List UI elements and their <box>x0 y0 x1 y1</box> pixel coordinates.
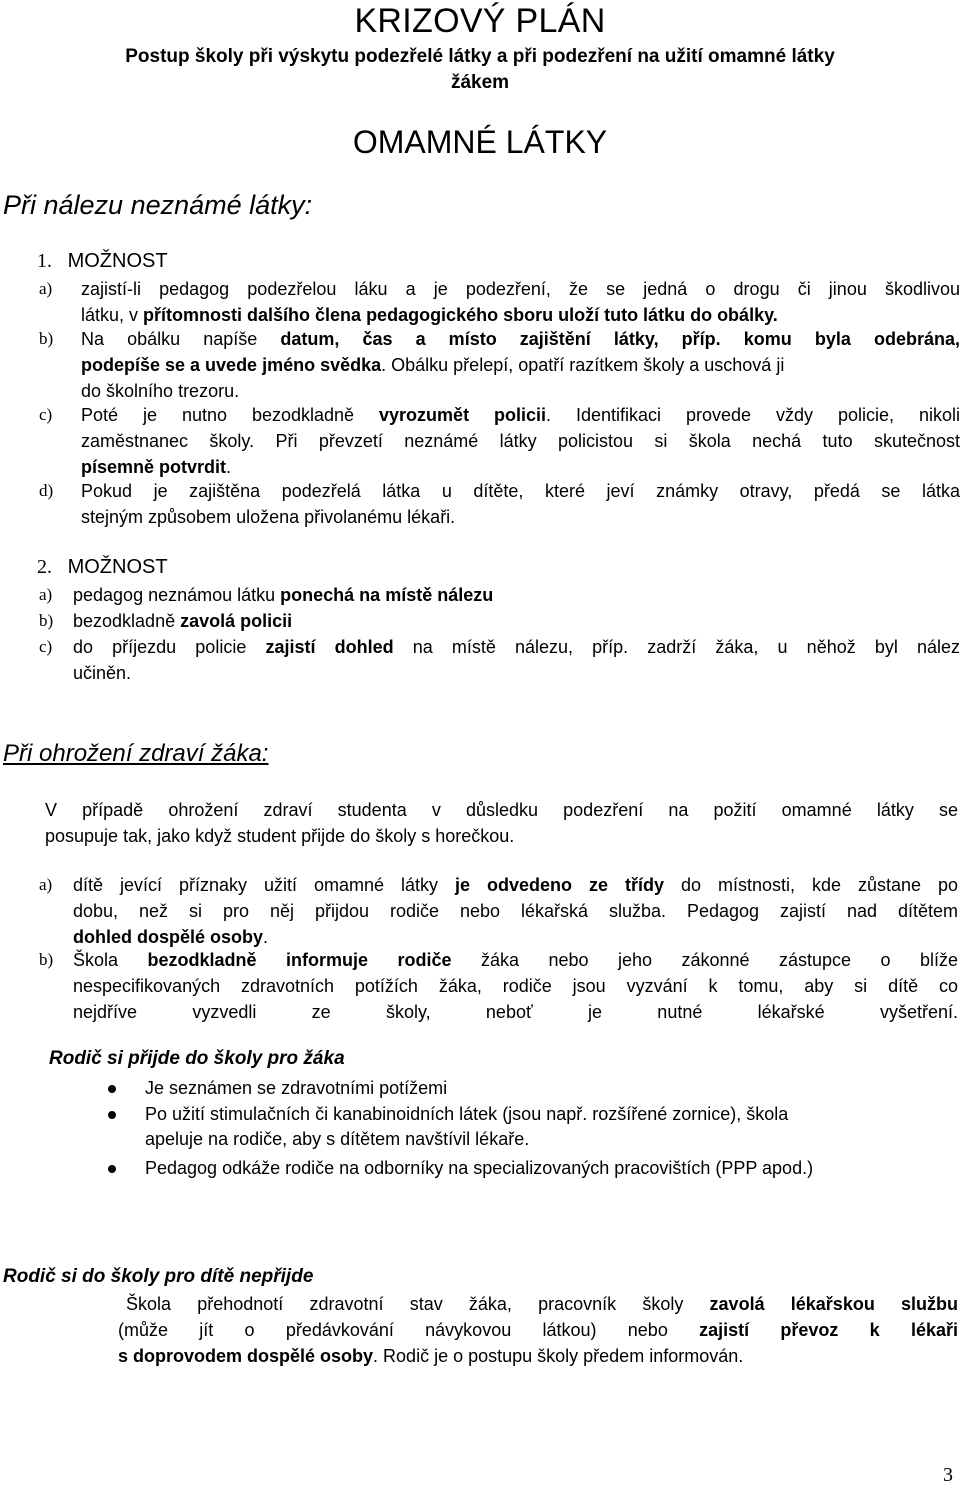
bullet-icon <box>108 1165 116 1173</box>
item-label: b) <box>39 950 54 969</box>
item-label: c) <box>39 405 53 424</box>
paragraph-line: (může jít o předávkování návykovou látkou) nebo zajistí převoz k lékaři <box>118 1320 958 1340</box>
bullet-text: apeluje na rodiče, aby s dítětem navštívil lékaře. <box>145 1129 530 1149</box>
item-text: Pokud je zajištěna podezřelá látka u dítěte, které jeví známky otravy, předá se látka <box>81 481 960 501</box>
item-label: d) <box>39 481 54 500</box>
option2-number: 2. <box>37 556 52 578</box>
option1-item-a <box>39 276 960 328</box>
option1-number: 1. <box>37 250 52 272</box>
item-text: zajistí-li pedagog podezřelou láku a je podezření, že se jedná o drogu či jinou škodlivou <box>81 279 960 299</box>
item-text: zaměstnanec školy. Při převzetí neznámé látky policistou si škola nechá tuto skutečnost <box>81 431 960 451</box>
item-label: a) <box>39 875 53 894</box>
parent-not-paragraph <box>118 1291 958 1369</box>
item-text: do školního trezoru. <box>81 381 240 401</box>
parent-not-heading: Rodič si do školy pro dítě nepřijde <box>3 1266 314 1287</box>
item-label: b) <box>39 611 54 630</box>
item-text: Na obálku napíše datum, čas a místo zajištění látky, příp. komu byla odebrána, <box>81 329 960 349</box>
intro-text: posupuje tak, jako když student přijde do školy s horečkou. <box>45 826 515 846</box>
item-label: b) <box>39 329 54 348</box>
item-text: dobu, než si pro něj přijdou rodiče nebo lékařská služba. Pedagog zajistí nad dítětem <box>73 901 958 921</box>
health-item-a <box>39 872 958 950</box>
option2-title: MOŽNOST <box>67 556 168 578</box>
item-text: učiněn. <box>73 663 132 683</box>
option2-item-a <box>39 582 960 608</box>
option1-item-d <box>39 478 960 530</box>
health-intro <box>45 797 958 849</box>
bullet-text: Po užití stimulačních či kanabinoidních látek (jsou např. rozšířené zornice), škola <box>145 1104 789 1124</box>
option1-title: MOŽNOST <box>67 250 168 272</box>
item-text: Škola bezodkladně informuje rodiče žáka nebo jeho zákonné zástupce o blíže <box>73 950 958 970</box>
item-text: nespecifikovaných zdravotních potížích žáka, rodiče jsou vyzvání k tomu, aby si dítě co <box>73 976 958 996</box>
health-heading: Při ohrožení zdraví žáka: <box>3 740 269 767</box>
item-label: a) <box>39 585 53 604</box>
paragraph-line: s doprovodem dospělé osoby. Rodič je o postupu školy předem informován. <box>118 1346 744 1366</box>
option1-item-b <box>39 326 960 404</box>
item-text: do příjezdu policie zajistí dohled na místě nálezu, příp. zadrží žáka, u něhož byl nález <box>73 637 960 657</box>
document-subtitle-line1: Postup školy při výskytu podezřelé látky a při podezření na užití omamné látky <box>125 46 835 67</box>
item-text: stejným způsobem uložena přivolanému lékaři. <box>81 507 456 527</box>
item-text: pedagog neznámou látku ponechá na místě nálezu <box>73 585 494 605</box>
item-text: podepíše se a uvede jméno svědka. Obálku přelepí, opatří razítkem školy a uschová ji <box>81 355 785 375</box>
document-title: KRIZOVÝ PLÁN <box>354 2 606 40</box>
document-subtitle-line2: žákem <box>450 72 510 93</box>
option2-item-b <box>39 608 960 634</box>
bullet-text: Je seznámen se zdravotními potížemi <box>145 1078 448 1098</box>
bullet-item <box>108 1076 960 1101</box>
bullet-item <box>108 1156 960 1181</box>
option1-item-c <box>39 402 960 480</box>
section-title: OMAMNÉ LÁTKY <box>352 124 608 160</box>
item-text: písemně potvrdit. <box>81 457 232 477</box>
item-text: látku, v přítomnosti dalšího člena pedagogického sboru uloží tuto látku do obálky. <box>81 305 778 325</box>
bullet-text: Pedagog odkáže rodiče na odborníky na specializovaných pracovištích (PPP apod.) <box>145 1158 814 1178</box>
paragraph-line: Škola přehodnotí zdravotní stav žáka, pracovník školy zavolá lékařskou službu <box>126 1294 958 1314</box>
bullet-icon <box>108 1111 116 1119</box>
option1-heading <box>37 250 168 273</box>
bullet-item <box>108 1102 960 1152</box>
intro-text: V případě ohrožení zdraví studenta v důsledku podezření na požití omamné látky se <box>45 800 958 820</box>
option2-item-c <box>39 634 960 686</box>
parent-comes-heading: Rodič si přijde do školy pro žáka <box>49 1048 345 1069</box>
page-number: 3 <box>943 1464 953 1486</box>
item-text: bezodkladně zavolá policii <box>73 611 293 631</box>
health-item-b <box>39 947 958 1025</box>
option2-heading <box>37 556 168 579</box>
item-text: dítě jevící příznaky užití omamné látky je odvedeno ze třídy do místnosti, kde zůstane po <box>73 875 959 895</box>
item-text: nejdříve vyzvedli ze školy, neboť je nutné lékařské vyšetření. <box>73 1002 958 1022</box>
item-text: dohled dospělé osoby. <box>73 927 269 947</box>
finding-heading: Při nálezu neznámé látky: <box>3 190 313 220</box>
item-label: c) <box>39 637 53 656</box>
item-label: a) <box>39 279 53 298</box>
bullet-icon <box>108 1085 116 1093</box>
item-text: Poté je nutno bezodkladně vyrozumět policii. Identifikaci provede vždy policie, nikoli <box>81 405 960 425</box>
